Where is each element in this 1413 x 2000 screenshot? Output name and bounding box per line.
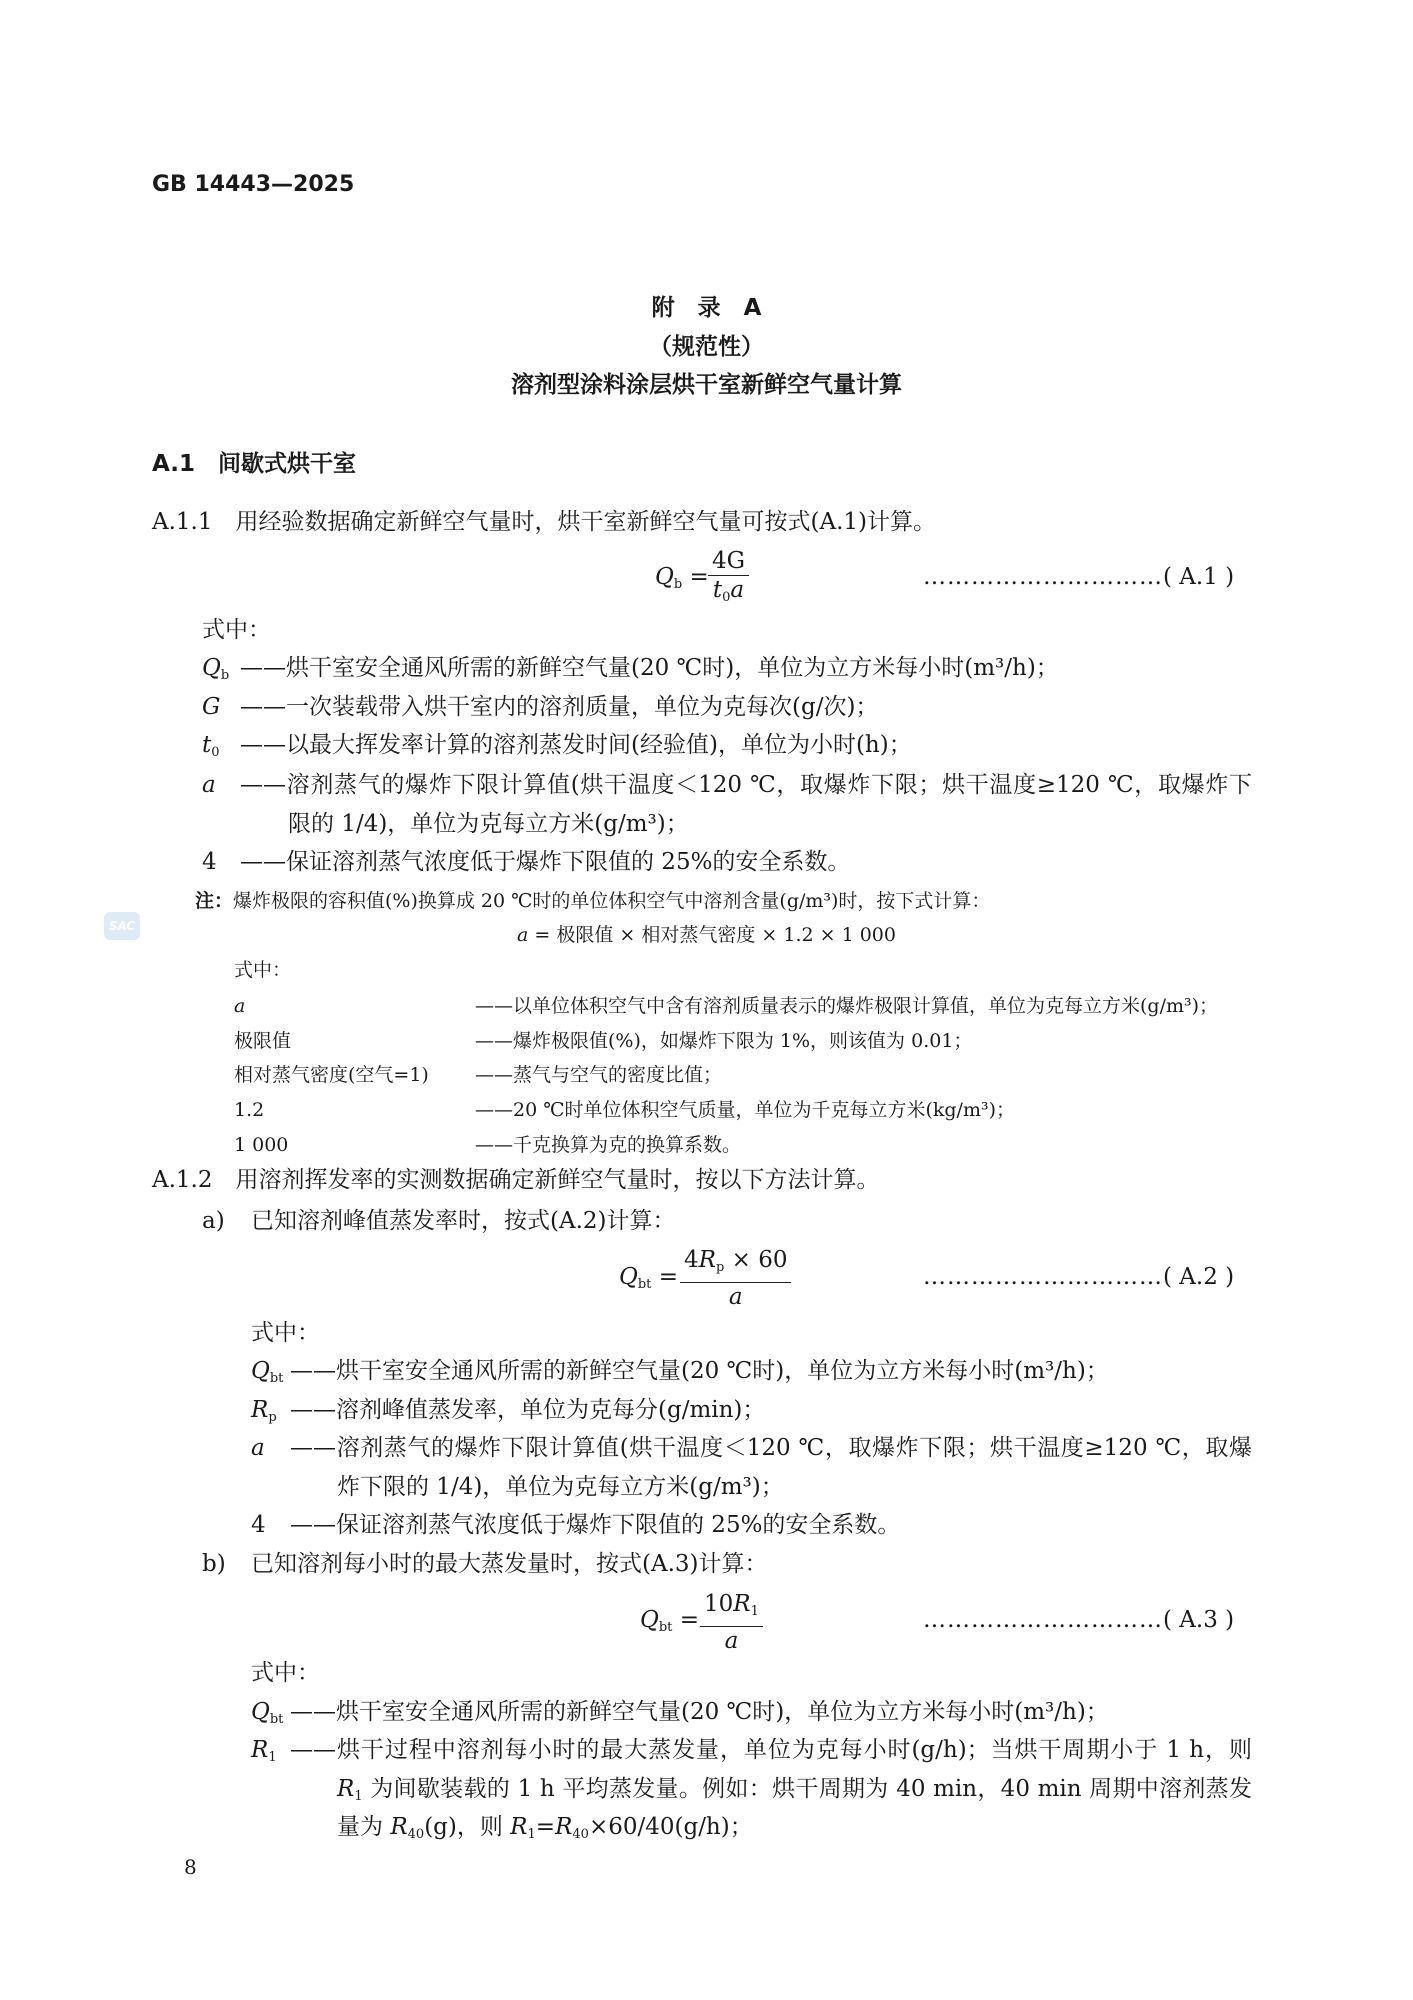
inline-symbol: R [510, 1814, 528, 1840]
formula-subscript: b [673, 577, 683, 592]
def-symbol: R [251, 1397, 269, 1423]
def-subscript: bt [269, 1371, 284, 1386]
def-description-continued: 炸下限的 1/4)，单位为克每立方米(g/m³)； [337, 1474, 784, 1500]
numerator-factor: × 60 [724, 1247, 788, 1273]
annex-nature: （规范性） [649, 334, 764, 360]
where-label: 式中： [202, 617, 271, 643]
list-label-b: b) [202, 1551, 226, 1577]
formula-symbol: Q [655, 564, 674, 590]
list-text-a: 已知溶剂峰值蒸发率时，按式(A.2)计算： [251, 1208, 676, 1234]
def-description: ——一次装载带入烘干室内的溶剂质量，单位为克每次(g/次)； [240, 694, 879, 720]
def-symbol: a [251, 1435, 265, 1461]
list-label-a: a) [202, 1208, 225, 1234]
formula-subscript: bt [637, 1277, 652, 1292]
annex-title: 附 录 A [651, 295, 762, 321]
formula-symbol: Q [640, 1607, 659, 1633]
annex-name: 溶剂型涂料涂层烘干室新鲜空气量计算 [511, 372, 902, 398]
def-description: ——溶剂峰值蒸发率，单位为克每分(g/min)； [290, 1397, 766, 1423]
where-label: 式中： [251, 1320, 320, 1346]
def-symbol: Q [202, 655, 221, 681]
def-symbol: Q [251, 1358, 270, 1384]
inline-text: ×60/40(g/h)； [588, 1814, 753, 1840]
denominator-symbol: t [712, 577, 723, 603]
formula-symbol: Q [619, 1264, 638, 1290]
formula-subscript: bt [658, 1620, 673, 1635]
inline-text: 为间歇装载的 1 h 平均蒸发量。例如：烘干周期为 40 min，40 min 周期中溶剂蒸发 [362, 1776, 1252, 1802]
note-def: ——千克换算为克的换算系数。 [475, 1134, 742, 1156]
def-subscript: 1 [268, 1750, 277, 1765]
numerator-coefficient: 4 [684, 1247, 699, 1273]
leader-dots: ………………………… [923, 564, 1163, 590]
numerator-subscript: 1 [750, 1604, 759, 1619]
inline-subscript: 40 [407, 1827, 425, 1842]
def-description: ——烘干过程中溶剂每小时的最大蒸发量，单位为克每小时(g/h)；当烘干周期小于 1 h，则 [290, 1737, 1252, 1763]
note-formula: = 极限值 × 相对蒸气密度 × 1.2 × 1 000 [528, 924, 896, 946]
denominator-symbol: a [728, 1284, 743, 1310]
note-term: a [234, 995, 246, 1017]
note-def: ——爆炸极限值(%)，如爆炸下限为 1%，则该值为 0.01； [475, 1030, 973, 1052]
def-description-continued: 限的 1/4)，单位为克每立方米(g/m³)； [288, 811, 689, 837]
def-description: ——保证溶剂蒸气浓度低于爆炸下限值的 25%的安全系数。 [290, 1512, 901, 1538]
def-symbol: R [251, 1737, 269, 1763]
equation-number: ( A.2 ) [1163, 1264, 1235, 1290]
inline-subscript: 1 [527, 1827, 536, 1842]
numerator-subscript: p [715, 1260, 725, 1275]
def-description-continued [337, 1774, 1252, 1812]
numerator-coefficient: 10 [704, 1591, 734, 1617]
note-where-label: 式中： [234, 959, 292, 981]
note-term: 1.2 [234, 1099, 265, 1121]
def-subscript: 0 [211, 745, 220, 760]
inline-text: 量为 [337, 1814, 391, 1840]
numerator: 4G [708, 547, 749, 576]
def-symbol: t [202, 732, 212, 758]
sac-watermark-logo: SAC [104, 912, 140, 940]
inline-symbol: R [390, 1814, 408, 1840]
list-text-b: 已知溶剂每小时的最大蒸发量时，按式(A.3)计算： [251, 1551, 768, 1577]
section-a11-text: A.1.1 用经验数据确定新鲜空气量时，烘干室新鲜空气量可按式(A.1)计算。 [152, 509, 936, 535]
inline-symbol: R [555, 1814, 573, 1840]
where-label: 式中： [251, 1660, 320, 1686]
inline-text: (g)，则 [424, 1814, 511, 1840]
denominator-symbol: a [724, 1628, 739, 1654]
def-description: ——保证溶剂蒸气浓度低于爆炸下限值的 25%的安全系数。 [240, 849, 851, 875]
section-a12-text: A.1.2 用溶剂挥发率的实测数据确定新鲜空气量时，按以下方法计算。 [152, 1167, 880, 1193]
def-description: ——烘干室安全通风所需的新鲜空气量(20 ℃时)，单位为立方米每小时(m³/h)； [240, 655, 1059, 681]
equals-sign: = [689, 564, 709, 590]
def-subscript: p [268, 1410, 277, 1425]
numerator-symbol: R [733, 1591, 751, 1617]
def-symbol: Q [251, 1699, 270, 1725]
def-symbol: a [202, 772, 216, 798]
note-term: 相对蒸气密度(空气=1) [234, 1064, 429, 1086]
note-text: 爆炸极限的容积值(%)换算成 20 ℃时的单位体积空气中溶剂含量(g/m³)时，按下式计算： [233, 890, 991, 912]
note-formula-symbol: a [517, 924, 529, 946]
equation-number: ( A.1 ) [1163, 564, 1235, 590]
equation-number: ( A.3 ) [1163, 1607, 1235, 1633]
def-symbol: 4 [251, 1512, 266, 1538]
def-symbol: 4 [202, 849, 217, 875]
inline-symbol: R [337, 1776, 355, 1802]
standard-number-text: GB 14443—2025 [152, 172, 355, 197]
leader-dots: ………………………… [923, 1264, 1163, 1290]
def-description: ——溶剂蒸气的爆炸下限计算值(烘干温度＜120 ℃，取爆炸下限；烘干温度≥120 ℃，取爆炸下 [240, 772, 1252, 798]
inline-subscript: 1 [354, 1789, 363, 1804]
equals-sign: = [679, 1607, 699, 1633]
page-number: 8 [184, 1855, 197, 1879]
def-subscript: b [220, 668, 230, 683]
def-description-continued [337, 1812, 753, 1850]
def-description: ——烘干室安全通风所需的新鲜空气量(20 ℃时)，单位为立方米每小时(m³/h)； [290, 1699, 1109, 1725]
note-def: ——20 ℃时单位体积空气质量，单位为千克每立方米(kg/m³)； [475, 1099, 1016, 1121]
denominator-symbol: a [730, 577, 745, 603]
note-def: ——蒸气与空气的密度比值； [475, 1064, 723, 1086]
def-description: ——烘干室安全通风所需的新鲜空气量(20 ℃时)，单位为立方米每小时(m³/h)； [290, 1358, 1109, 1384]
numerator-symbol: R [698, 1247, 716, 1273]
standard-number [152, 170, 354, 200]
note-def: ——以单位体积空气中含有溶剂质量表示的爆炸极限计算值，单位为克每立方米(g/m³)； [475, 995, 1219, 1017]
inline-subscript: 40 [572, 1827, 589, 1842]
def-symbol: G [202, 694, 221, 720]
def-description: ——溶剂蒸气的爆炸下限计算值(烘干温度＜120 ℃，取爆炸下限；烘干温度≥120 ℃，取爆 [290, 1435, 1252, 1461]
def-subscript: bt [269, 1712, 284, 1727]
note-term: 1 000 [234, 1134, 289, 1156]
denominator-subscript: 0 [722, 590, 731, 605]
section-a1-heading: A.1 间歇式烘干室 [152, 451, 356, 477]
leader-dots: ………………………… [923, 1607, 1163, 1633]
def-description: ——以最大挥发率计算的溶剂蒸发时间(经验值)，单位为小时(h)； [240, 732, 912, 758]
equals-sign: = [658, 1264, 678, 1290]
note-term: 极限值 [234, 1030, 292, 1052]
inline-text: = [535, 1814, 556, 1840]
note-label: 注： [195, 890, 234, 912]
